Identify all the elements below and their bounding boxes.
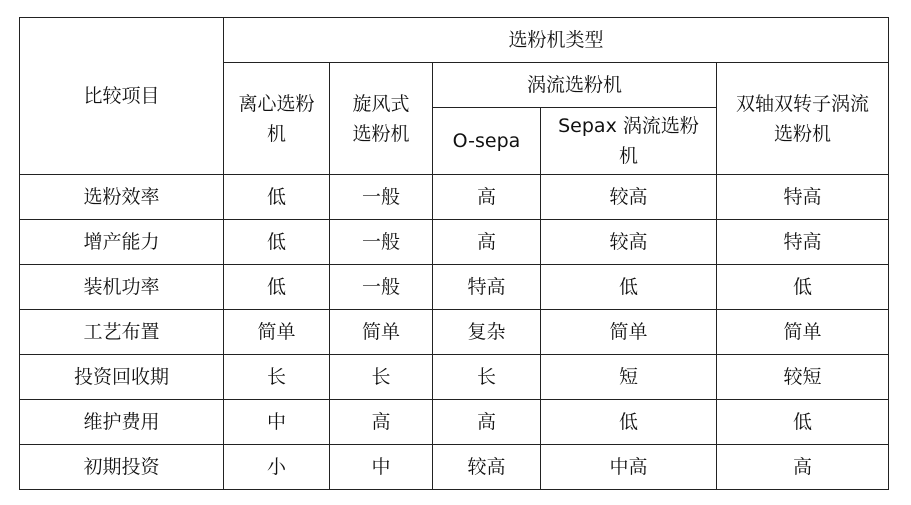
table-cell: 低 bbox=[224, 220, 330, 265]
row-label: 选粉效率 bbox=[20, 175, 224, 220]
row-label: 初期投资 bbox=[20, 445, 224, 490]
col-header-cyclone-text: 旋风式选粉机 bbox=[352, 92, 410, 145]
col-header-cyclone bbox=[330, 63, 433, 175]
table-cell: 简单 bbox=[541, 310, 717, 355]
table-cell: 长 bbox=[224, 355, 330, 400]
comparison-table bbox=[19, 17, 889, 490]
col-header-sepax bbox=[541, 108, 717, 175]
row-label: 工艺布置 bbox=[20, 310, 224, 355]
table-cell: 低 bbox=[541, 265, 717, 310]
table-cell: 长 bbox=[433, 355, 541, 400]
table-cell: 低 bbox=[224, 175, 330, 220]
table-cell: 复杂 bbox=[433, 310, 541, 355]
table-cell: 低 bbox=[717, 265, 889, 310]
col-header-dual-rotor bbox=[717, 63, 889, 175]
table-row bbox=[20, 400, 889, 445]
table-cell: 特高 bbox=[717, 220, 889, 265]
group-header-vortex: 涡流选粉机 bbox=[433, 63, 717, 108]
col-header-sepax-text: Sepax 涡流选粉机 bbox=[558, 115, 699, 167]
table-cell: 简单 bbox=[717, 310, 889, 355]
row-label: 投资回收期 bbox=[20, 355, 224, 400]
table-cell: 短 bbox=[541, 355, 717, 400]
table-cell: 小 bbox=[224, 445, 330, 490]
table-cell: 一般 bbox=[330, 175, 433, 220]
table-cell: 一般 bbox=[330, 265, 433, 310]
table-cell: 高 bbox=[330, 400, 433, 445]
table-cell: 较高 bbox=[541, 175, 717, 220]
table-cell: 特高 bbox=[433, 265, 541, 310]
row-label: 维护费用 bbox=[20, 400, 224, 445]
table-row bbox=[20, 220, 889, 265]
table-cell: 高 bbox=[717, 445, 889, 490]
table-row bbox=[20, 265, 889, 310]
col-header-osepa: O-sepa bbox=[433, 108, 541, 175]
corner-header: 比较项目 bbox=[20, 18, 224, 175]
table-cell: 特高 bbox=[717, 175, 889, 220]
table-row bbox=[20, 175, 889, 220]
col-header-centrifugal bbox=[224, 63, 330, 175]
table-cell: 简单 bbox=[224, 310, 330, 355]
table-cell: 中高 bbox=[541, 445, 717, 490]
col-header-dual-rotor-text: 双轴双转子涡流选粉机 bbox=[736, 92, 870, 145]
table-cell: 高 bbox=[433, 175, 541, 220]
table-cell: 一般 bbox=[330, 220, 433, 265]
table-row bbox=[20, 445, 889, 490]
table-cell: 中 bbox=[224, 400, 330, 445]
table-cell: 高 bbox=[433, 220, 541, 265]
table-cell: 简单 bbox=[330, 310, 433, 355]
table-cell: 低 bbox=[224, 265, 330, 310]
table-cell: 高 bbox=[433, 400, 541, 445]
table-cell: 较高 bbox=[433, 445, 541, 490]
col-header-centrifugal-text: 离心选粉机 bbox=[238, 92, 315, 145]
table-cell: 长 bbox=[330, 355, 433, 400]
row-label: 装机功率 bbox=[20, 265, 224, 310]
table-cell: 较短 bbox=[717, 355, 889, 400]
table-cell: 中 bbox=[330, 445, 433, 490]
table-cell: 低 bbox=[541, 400, 717, 445]
row-label: 增产能力 bbox=[20, 220, 224, 265]
header-row-top bbox=[20, 18, 889, 63]
table-cell: 较高 bbox=[541, 220, 717, 265]
table-row bbox=[20, 310, 889, 355]
table-cell: 低 bbox=[717, 400, 889, 445]
group-header-classifier-type: 选粉机类型 bbox=[224, 18, 889, 63]
table-row bbox=[20, 355, 889, 400]
